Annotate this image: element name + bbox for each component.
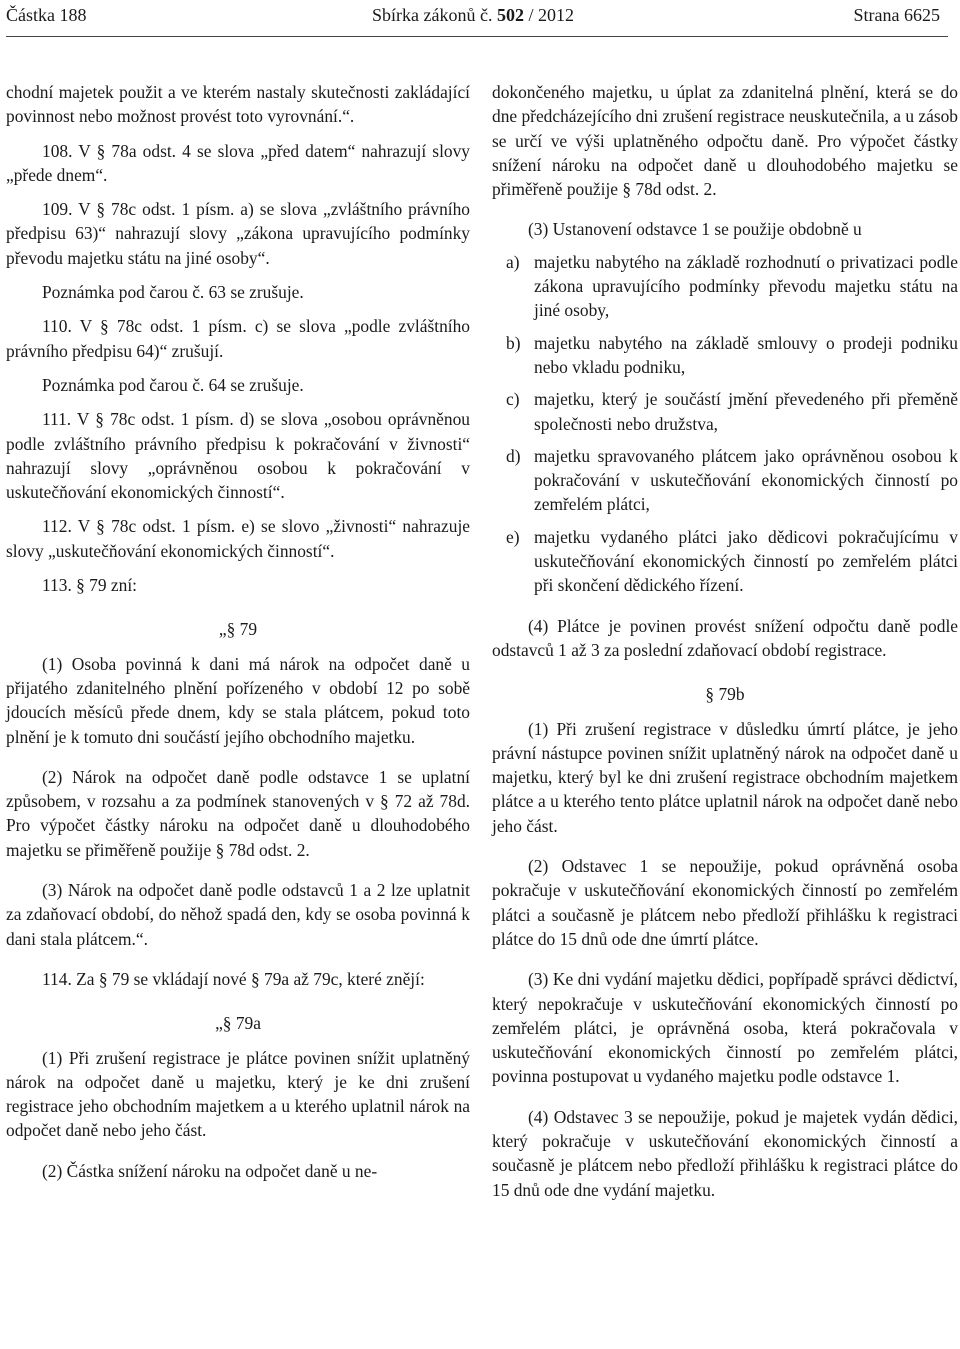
issue-number: Částka 188: [6, 5, 87, 25]
law-number: 502: [496, 5, 524, 25]
paragraph: chodní majetek použit a ve kterém nastaly skutečnosti zakládající povinnost nebo možnost provést toto vyrovnání.“.: [6, 82, 470, 127]
paragraph: (3) Nárok na odpočet daně podle odstavců 1 a 2 lze uplatnit za zdaňovací období, do něhož spadá den, kdy se osoba povinná k dani stala plátcem.“.: [6, 880, 470, 949]
paragraph: (2) Nárok na odpočet daně podle odstavce 1 se uplatní způsobem, v rozsahu a za podmínek stanovených v § 72 až 78d. Pro výpočet částky nároku na odpočet daně u dlouhodobého majetku se přiměřeně použije § 78d odst. 2.: [6, 766, 470, 860]
list-item-text: majetku vydaného plátci jako dědicovi pokračujícímu v uskutečňování ekonomických činností po zemřelém plátci při skončení dědického řízení.: [534, 526, 958, 596]
list-item-label: b): [506, 332, 521, 353]
section-heading: § 79b: [705, 684, 745, 705]
page-number: Strana 6625: [853, 5, 940, 25]
collection-prefix: Sbírka zákonů č.: [372, 5, 497, 25]
paragraph: (2) Částka snížení nároku na odpočet daně u ne-: [42, 1160, 378, 1181]
paragraph: 112. V § 78c odst. 1 písm. e) se slovo „živnosti“ nahrazuje slovy „uskutečňování ekonomických činností“.: [6, 516, 470, 561]
list-item: [492, 444, 958, 517]
section-heading: „§ 79: [218, 619, 258, 640]
paragraph: (4) Plátce je povinen provést snížení odpočtu daně podle odstavců 1 až 3 za poslední zdaňovací období registrace.: [492, 615, 958, 660]
paragraph: Poznámka pod čarou č. 64 se zrušuje.: [42, 374, 304, 395]
paragraph: 113. § 79 zní:: [42, 575, 137, 596]
right-column-top: [492, 80, 958, 242]
paragraph: (2) Odstavec 1 se nepoužije, pokud oprávněná osoba pokračuje v uskutečňování ekonomických činností po zemřelém plátci a současně je plátcem nebo předloží přihlášku k registraci plátce do 15 dnů ode dne úmrtí plátce.: [492, 856, 958, 949]
paragraph: 108. V § 78a odst. 4 se slova „před datem“ nahrazují slovy „přede dnem“.: [6, 140, 470, 185]
paragraph: dokončeného majetku, u úplat za zdanitelná plnění, která se do dne předcházejícího dni zrušení registrace neuskutečnila, a u zásob se určí ve výši uplatněného odpočtu daně. Pro výpočet částky snížení nároku na odpočet daně u dlouhodobého majetku se přiměřeně použije § 78d odst. 2.: [492, 82, 958, 200]
list-item-label: d): [506, 445, 521, 466]
paragraph: (3) Ke dni vydání majetku dědici, popřípadě správci dědictví, který nepokračuje v uskutečňování ekonomických činností po zemřelém plátci, je oprávněná osoba, která pokračovala v uskutečňování ekonomických činností po zemřelém plátci, povinna postupovat u vydaného majetku podle odstavce 1.: [492, 969, 958, 1087]
list-item: [492, 250, 958, 323]
list-item-text: majetku, který je součástí jmění převedeného při přeměně společnosti nebo družstva,: [534, 389, 958, 434]
collection-title: [6, 4, 940, 26]
paragraph: 111. V § 78c odst. 1 písm. d) se slova „osobou oprávněnou podle zvláštního právního předpisu k pokračování v živnosti“ nahrazují slovy „oprávněnou osobou k pokračování v uskutečňování ekonomických činností“.: [6, 409, 470, 503]
list-item-label: c): [506, 389, 520, 410]
paragraph: (4) Odstavec 3 se nepoužije, pokud je majetek vydán dědici, který pokračuje v uskutečňování ekonomických činností a současně je plátcem nebo předloží přihlášku k registraci plátce do 15 dnů ode dne vydání majetku.: [492, 1106, 958, 1200]
paragraph: Poznámka pod čarou č. 63 se zrušuje.: [42, 282, 304, 303]
left-column: [6, 80, 470, 1183]
list-item-text: majetku nabytého na základě rozhodnutí o privatizaci podle zákona upravujícího podmínky převodu majetku státu na jiné osoby,: [534, 251, 958, 321]
paragraph: 109. V § 78c odst. 1 písm. a) se slova „zvláštního právního předpisu 63)“ nahrazují slovy „zákona upravujícího podmínky převodu majetku státu na jiné osoby“.: [6, 199, 470, 268]
list-item-text: majetku nabytého na základě smlouvy o prodeji podniku nebo vkladu podniku,: [534, 332, 958, 377]
list-item-label: e): [506, 526, 520, 547]
paragraph: (1) Osoba povinná k dani má nárok na odpočet daně u přijatého zdanitelného plnění pořízeného v období 12 po sobě jdoucích měsíců přede dnem, kdy se stala plátcem, pokud toto plnění je k tomuto dni součástí jejího obchodního majetku.: [6, 653, 470, 747]
list-item-label: a): [506, 251, 520, 272]
list-item: [492, 387, 958, 436]
right-column-bottom: [492, 614, 958, 1202]
provision-list: [492, 250, 958, 598]
paragraph: 110. V § 78c odst. 1 písm. c) se slova „podle zvláštního právního předpisu 64)“ zrušují.: [6, 316, 470, 361]
paragraph: 114. Za § 79 se vkládají nové § 79a až 79c, které znějí:: [42, 968, 425, 989]
page-header: [6, 4, 940, 34]
list-item: [492, 525, 958, 598]
paragraph: (3) Ustanovení odstavce 1 se použije obdobně u: [528, 219, 862, 240]
section-heading: „§ 79a: [215, 1013, 261, 1034]
list-item: [492, 331, 958, 380]
right-column: [492, 80, 958, 1202]
paragraph: (1) Při zrušení registrace je plátce povinen snížit uplatněný nárok na odpočet daně u majetku, který je ke dni zrušení registrace jeho obchodním majetkem a u kterého uplatnil nárok na odpočet daně nebo jeho část.: [6, 1047, 470, 1141]
header-rule: [6, 36, 948, 37]
list-item-text: majetku spravovaného plátcem jako oprávněnou osobou k pokračování v uskutečňování ekonomických činností po zemřelém plátci,: [534, 445, 958, 515]
collection-year: / 2012: [523, 5, 574, 25]
paragraph: (1) Při zrušení registrace v důsledku úmrtí plátce, je jeho právní nástupce povinen snížit uplatněný nárok na odpočet daně u majetku, který byl ke dni zrušení registrace obchodním majetkem plátce a u kterého tento plátce uplatnil nárok na odpočet daně nebo jeho část.: [492, 718, 958, 836]
